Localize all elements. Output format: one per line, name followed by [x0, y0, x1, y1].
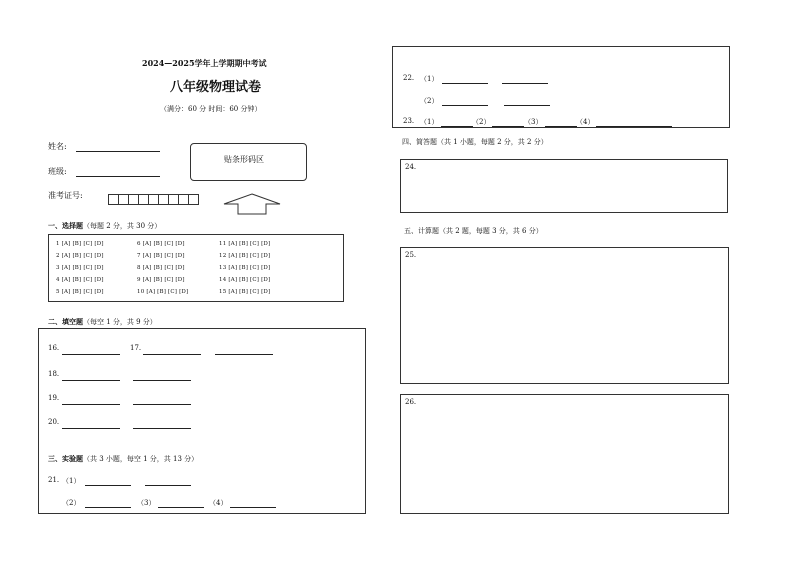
q23-part3-blank[interactable]	[545, 116, 577, 127]
section2-heading: 二、填空题（每空 1 分，共 9 分）	[48, 317, 157, 326]
q17-blank-2[interactable]	[215, 344, 273, 355]
q19-blank-2[interactable]	[133, 394, 191, 405]
mc-item[interactable]: 9 [A] [B] [C] [D]	[137, 277, 185, 283]
q25-label: 25.	[405, 251, 417, 259]
mc-item[interactable]: 8 [A] [B] [C] [D]	[137, 265, 185, 271]
q21-part3-label: （3）	[137, 499, 156, 507]
q22-part2-label: （2）	[420, 97, 439, 105]
q17-label: 17.	[130, 344, 142, 352]
mc-item[interactable]: 7 [A] [B] [C] [D]	[137, 253, 185, 259]
q23-part4-blank[interactable]	[596, 116, 672, 127]
q23-part4-label: （4）	[576, 118, 595, 126]
q22-part1-label: （1）	[420, 75, 439, 83]
section1-heading: 一、选择题（每题 2 分，共 30 分）	[48, 221, 162, 230]
q25-answer-box[interactable]	[400, 247, 729, 384]
id-number-grid[interactable]	[108, 190, 198, 209]
id-label: 准考证号:	[48, 191, 83, 200]
mc-item[interactable]: 6 [A] [B] [C] [D]	[137, 241, 185, 247]
q22-part1-blank-1[interactable]	[442, 73, 488, 84]
q18-blank-1[interactable]	[62, 370, 120, 381]
q16-blank[interactable]	[62, 344, 120, 355]
q19-blank-1[interactable]	[62, 394, 120, 405]
q22-part2-blank-1[interactable]	[442, 95, 488, 106]
mc-item[interactable]: 2 [A] [B] [C] [D]	[56, 253, 104, 259]
q16-label: 16.	[48, 344, 60, 352]
q18-label: 18.	[48, 370, 60, 378]
mc-item[interactable]: 5 [A] [B] [C] [D]	[56, 289, 104, 295]
q20-label: 20.	[48, 418, 60, 426]
q24-label: 24.	[405, 163, 417, 171]
class-field[interactable]	[76, 166, 160, 177]
exam-info: （满分：60 分 时间：60 分钟）	[160, 105, 262, 113]
barcode-label: 贴条形码区	[224, 155, 264, 164]
mc-item[interactable]: 10 [A] [B] [C] [D]	[137, 289, 189, 295]
mc-item[interactable]: 13 [A] [B] [C] [D]	[219, 265, 271, 271]
subject-title: 八年级物理试卷	[170, 80, 262, 95]
mc-item[interactable]: 4 [A] [B] [C] [D]	[56, 277, 104, 283]
q21-part4-blank[interactable]	[230, 497, 276, 508]
section4-heading: 四、简答题（共 1 小题，每题 2 分，共 2 分）	[402, 138, 548, 146]
q20-blank-2[interactable]	[133, 418, 191, 429]
q23-label: 23.	[403, 117, 415, 125]
q24-answer-box[interactable]	[400, 159, 728, 213]
mc-item[interactable]: 3 [A] [B] [C] [D]	[56, 265, 104, 271]
q18-blank-2[interactable]	[133, 370, 191, 381]
mc-item[interactable]: 15 [A] [B] [C] [D]	[219, 289, 271, 295]
q17-blank-1[interactable]	[143, 344, 201, 355]
q22-part1-blank-2[interactable]	[502, 73, 548, 84]
q22-label: 22.	[403, 74, 415, 82]
q23-part1-label: （1）	[420, 118, 439, 126]
q26-label: 26.	[405, 398, 417, 406]
q21-part3-blank[interactable]	[158, 497, 204, 508]
q23-part2-label: （2）	[472, 118, 491, 126]
section5-heading: 五、计算题（共 2 题，每题 3 分，共 6 分）	[404, 227, 543, 235]
q21-label: 21.	[48, 476, 60, 484]
mc-item[interactable]: 12 [A] [B] [C] [D]	[219, 253, 271, 259]
exam-title: 2024—2025学年上学期期中考试	[142, 58, 267, 68]
q20-blank-1[interactable]	[62, 418, 120, 429]
q23-part3-label: （3）	[524, 118, 543, 126]
mc-item[interactable]: 14 [A] [B] [C] [D]	[219, 277, 271, 283]
q21-part1-blank-2[interactable]	[145, 475, 191, 486]
name-label: 姓名:	[48, 142, 67, 151]
q19-label: 19.	[48, 394, 60, 402]
name-field[interactable]	[76, 141, 160, 152]
mc-answer-box	[48, 234, 344, 302]
q23-part1-blank[interactable]	[441, 116, 473, 127]
q22-part2-blank-2[interactable]	[504, 95, 550, 106]
section3-heading: 三、实验题（共 3 小题，每空 1 分，共 13 分）	[48, 454, 199, 463]
mc-item[interactable]: 11 [A] [B] [C] [D]	[219, 241, 271, 247]
q21-part1-label: （1）	[62, 477, 81, 485]
class-label: 班级:	[48, 167, 67, 176]
q21-part4-label: （4）	[209, 499, 228, 507]
q21-part2-label: （2）	[62, 499, 81, 507]
mc-item[interactable]: 1 [A] [B] [C] [D]	[56, 241, 104, 247]
q21-part2-blank[interactable]	[85, 497, 131, 508]
q23-part2-blank[interactable]	[492, 116, 524, 127]
arrow-up-icon	[222, 193, 282, 215]
q26-answer-box[interactable]	[400, 394, 729, 514]
q21-part1-blank-1[interactable]	[85, 475, 131, 486]
barcode-area	[190, 143, 307, 181]
